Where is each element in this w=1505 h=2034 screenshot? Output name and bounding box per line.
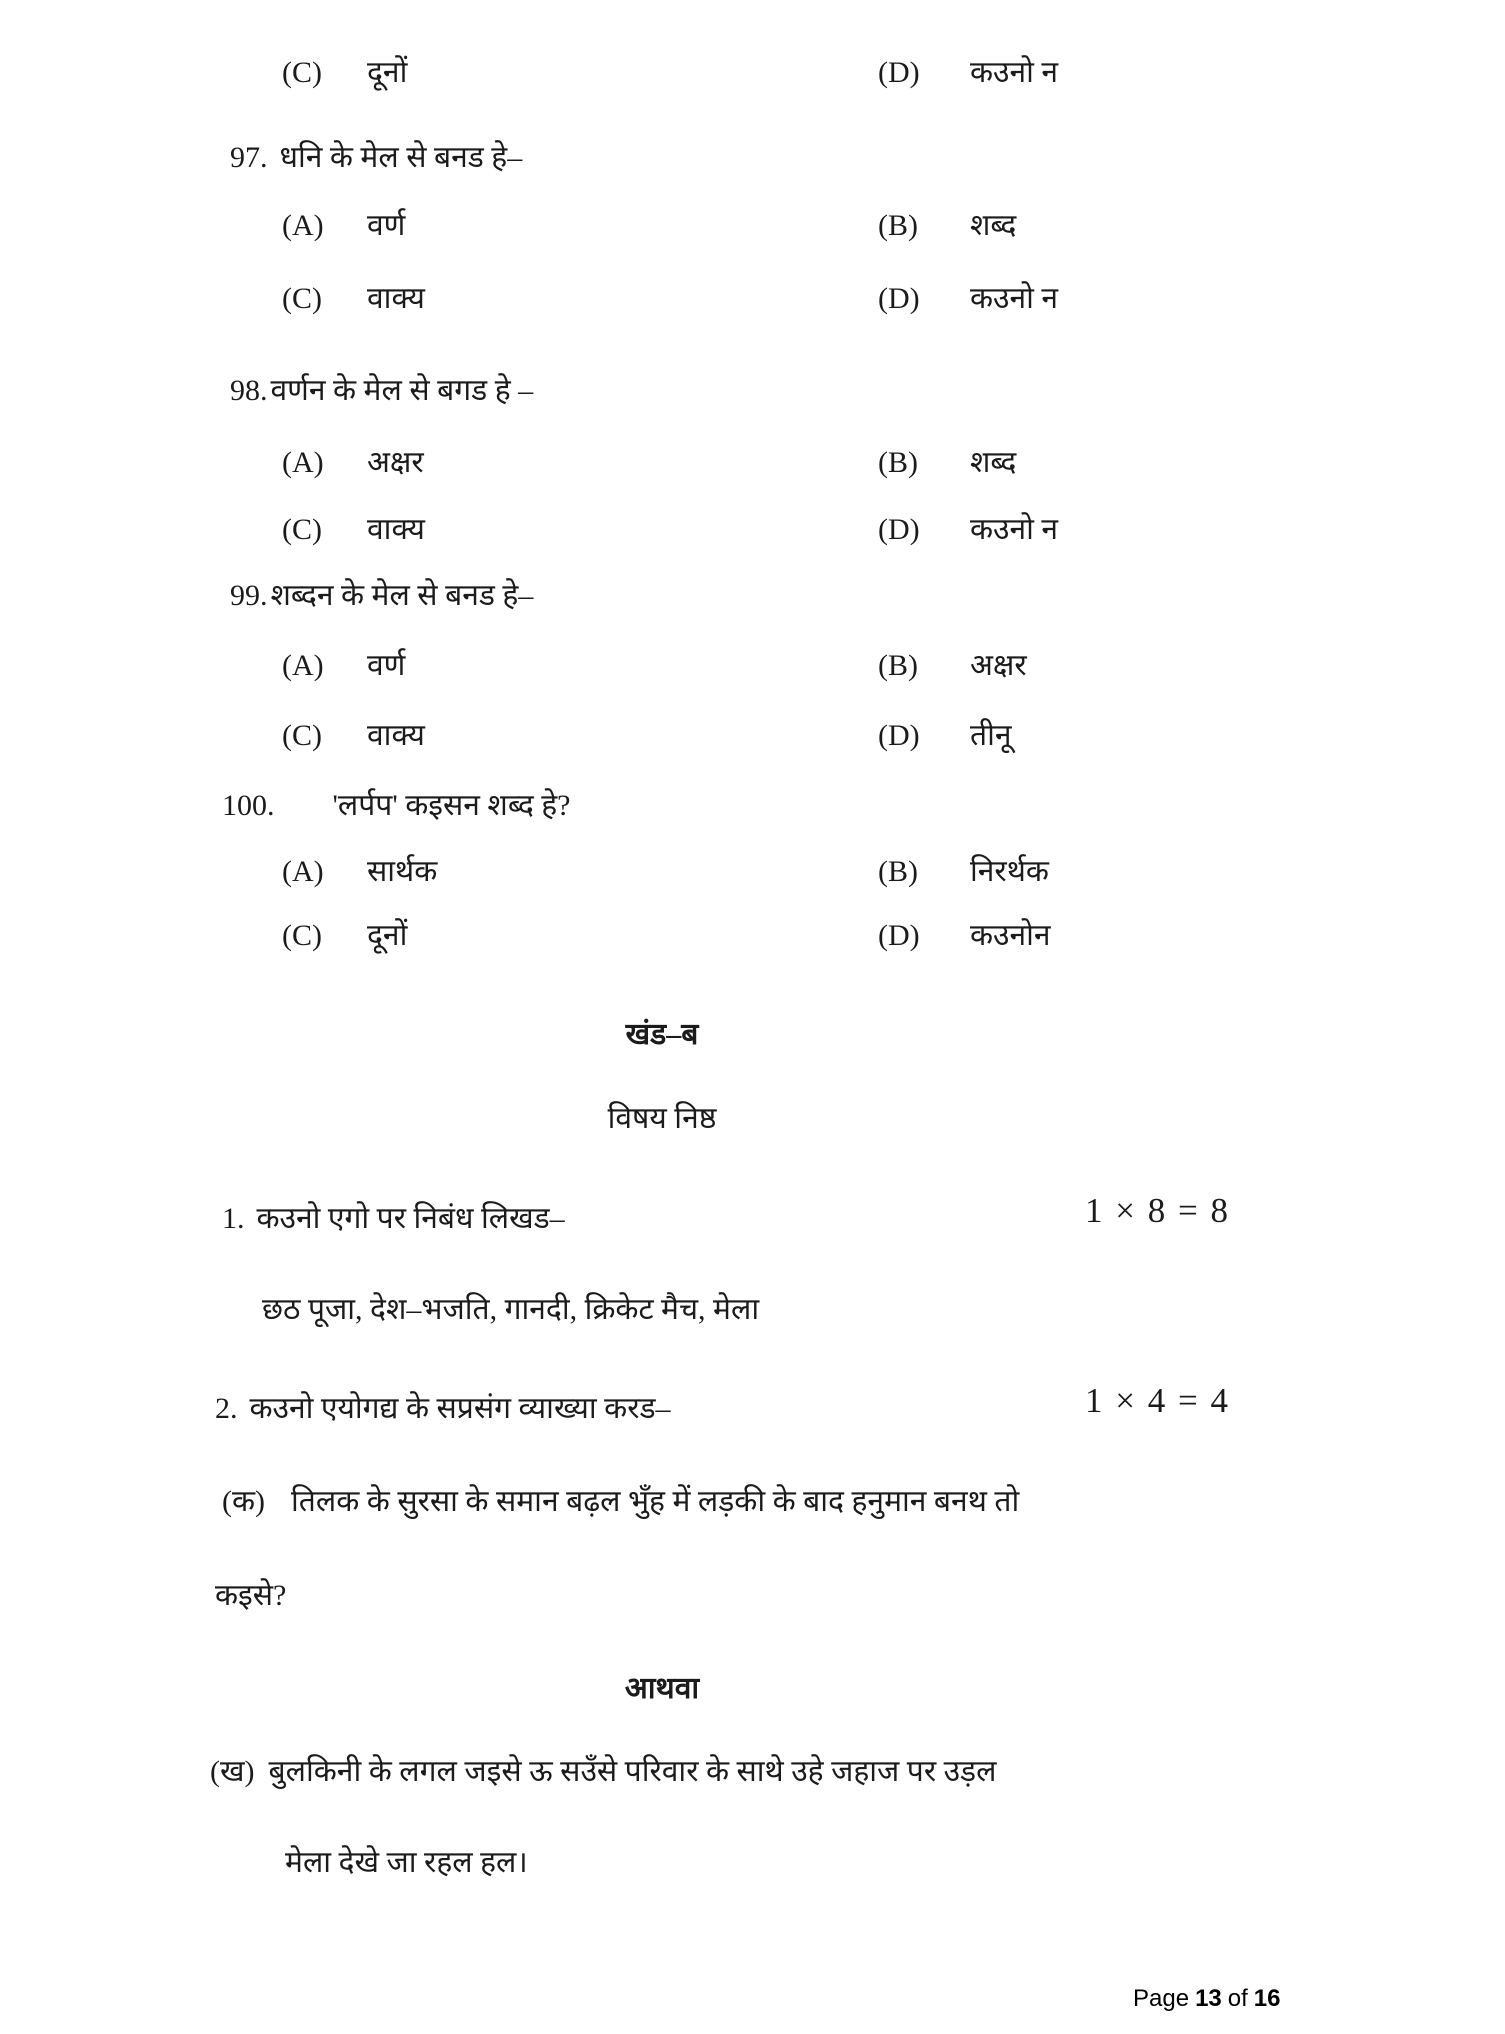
option-letter: (C)	[282, 919, 322, 952]
option-d	[878, 913, 1051, 954]
question-number: 100.	[222, 789, 275, 822]
option-c	[282, 713, 425, 754]
part-kha-line2: मेला देखे जा रहल हल।	[285, 1846, 528, 1879]
option-letter: (C)	[282, 719, 322, 752]
option-letter: (D)	[878, 56, 920, 89]
footer-page-number: 13	[1195, 1985, 1222, 2012]
option-a	[282, 849, 437, 890]
question-number: 97.	[230, 141, 268, 174]
option-text: सार्थक	[367, 855, 438, 888]
section-heading: खंड–ब	[625, 1018, 699, 1051]
option-text: शब्द	[970, 446, 1017, 479]
option-text: वर्ण	[367, 649, 406, 682]
part-ka-line2: कइसे?	[215, 1579, 287, 1612]
essay-topics: छठ पूजा, देश–भजति, गानदी, क्रिकेट मैच, मेला	[262, 1293, 760, 1326]
option-letter: (C)	[282, 513, 322, 546]
option-letter: (D)	[878, 919, 920, 952]
footer-of: of	[1227, 1985, 1248, 2012]
option-c	[282, 50, 407, 91]
option-a	[282, 440, 424, 481]
option-text: निरर्थक	[970, 855, 1049, 888]
section-subheading: विषय निष्ठ	[607, 1102, 717, 1135]
question-98	[230, 368, 533, 409]
option-letter: (A)	[282, 209, 324, 242]
option-letter: (B)	[878, 446, 918, 479]
option-text: शब्द	[970, 209, 1017, 242]
part-kha	[210, 1749, 996, 1790]
option-d	[878, 713, 1012, 754]
option-letter: (A)	[282, 446, 324, 479]
option-a	[282, 643, 405, 684]
question-text: वर्णन के मेल से बगड हे –	[270, 374, 534, 407]
option-d	[878, 507, 1058, 548]
question-100	[222, 783, 571, 824]
footer-prefix: Page	[1133, 1985, 1190, 2012]
option-text: वाक्य	[367, 513, 425, 546]
option-text: दूनों	[367, 56, 408, 89]
option-letter: (C)	[282, 282, 322, 315]
option-letter: (B)	[878, 855, 918, 888]
essay-question-1	[222, 1196, 565, 1237]
option-letter: (D)	[878, 282, 920, 315]
option-text: वाक्य	[367, 282, 425, 315]
page-footer	[1133, 1985, 1286, 2013]
part-label: (ख)	[210, 1755, 255, 1788]
option-c	[282, 913, 407, 954]
option-d	[878, 276, 1058, 317]
question-text: धनि के मेल से बनड हे–	[279, 141, 523, 174]
option-b	[878, 440, 1016, 481]
or-separator: आथवा	[624, 1672, 700, 1705]
marks-value: 1 × 4 = 4	[1085, 1381, 1230, 1420]
option-text: वर्ण	[367, 209, 406, 242]
option-d	[878, 50, 1058, 91]
option-letter: (D)	[878, 719, 920, 752]
option-b	[878, 643, 1027, 684]
option-text: अक्षर	[367, 446, 424, 479]
option-letter: (D)	[878, 513, 920, 546]
option-b	[878, 849, 1049, 890]
option-letter: (A)	[282, 855, 324, 888]
option-text: अक्षर	[970, 649, 1027, 682]
option-text: वाक्य	[367, 719, 425, 752]
option-c	[282, 276, 425, 317]
option-letter: (B)	[878, 209, 918, 242]
option-b	[878, 203, 1016, 244]
option-letter: (C)	[282, 56, 322, 89]
question-text: कउनो एयोगद्य के सप्रसंग व्याख्या करड–	[249, 1392, 671, 1425]
question-text: शब्दन के मेल से बनड हे–	[270, 579, 534, 612]
question-text: कउनो एगो पर निबंध लिखड–	[256, 1202, 565, 1235]
part-label: (क)	[222, 1485, 266, 1518]
question-97	[230, 135, 522, 176]
part-ka	[222, 1479, 1019, 1520]
part-text: बुलकिनी के लगल जइसे ऊ सउँसे परिवार के साथे उहे जहाज पर उड़ल	[268, 1755, 997, 1788]
option-text: कउनो न	[970, 513, 1059, 546]
question-text: 'लर्पप' कइसन शब्द हे?	[332, 789, 571, 822]
option-text: दूनों	[367, 919, 408, 952]
question-number: 2.	[215, 1392, 238, 1425]
part-text: तिलक के सुरसा के समान बढ़ल भुँह में लड़की के बाद हनुमान बनथ तो	[291, 1485, 1020, 1518]
question-99	[230, 573, 533, 614]
footer-total-pages: 16	[1253, 1985, 1281, 2012]
option-text: कउनो न	[970, 282, 1059, 315]
explanation-question-2	[215, 1386, 671, 1427]
marks-value: 1 × 8 = 8	[1085, 1191, 1230, 1230]
option-c	[282, 507, 425, 548]
option-a	[282, 203, 405, 244]
option-letter: (A)	[282, 649, 324, 682]
question-number: 1.	[222, 1202, 245, 1235]
question-number: 98.	[230, 374, 268, 407]
option-letter: (B)	[878, 649, 918, 682]
option-text: कउनोन	[970, 919, 1051, 952]
question-number: 99.	[230, 579, 268, 612]
option-text: तीनू	[970, 719, 1012, 752]
option-text: कउनो न	[970, 56, 1059, 89]
